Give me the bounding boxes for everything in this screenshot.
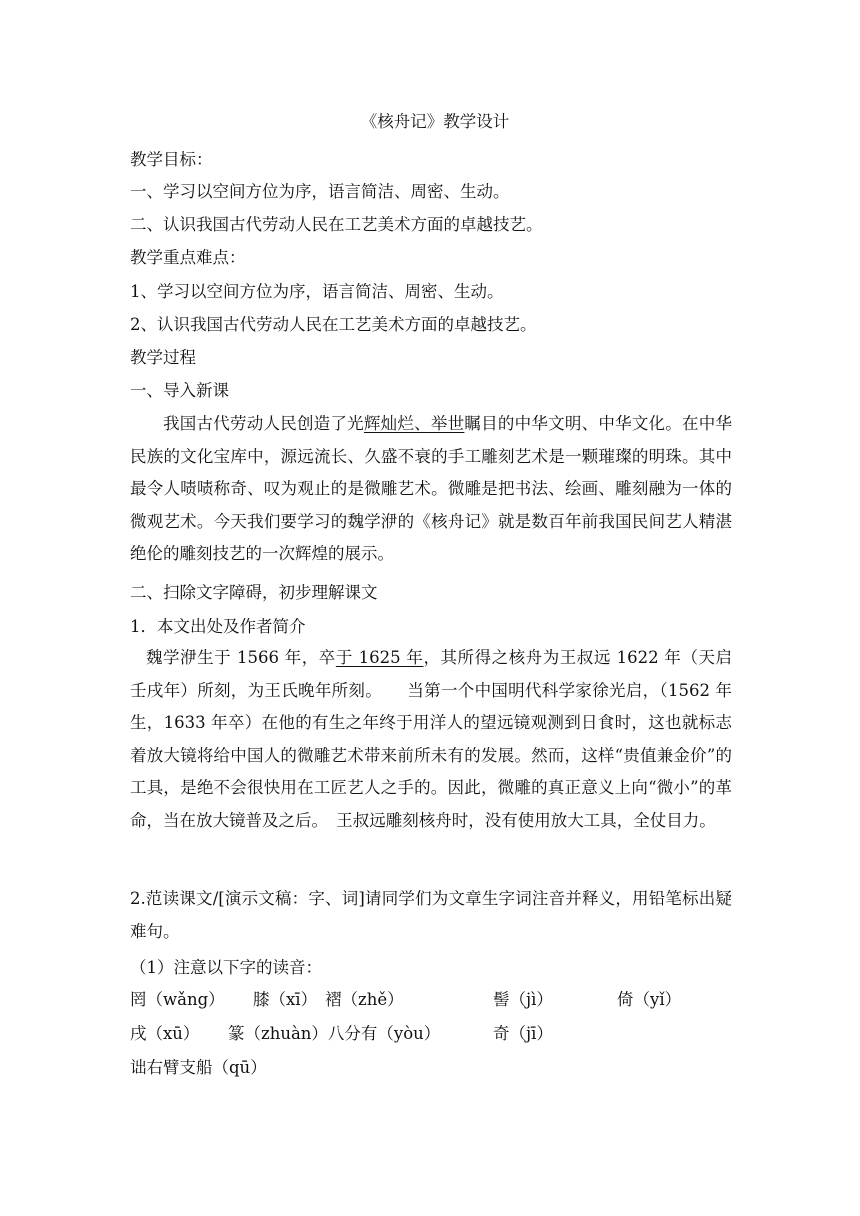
intro-text-a: 我国古代劳动人民创造了光 xyxy=(163,414,364,433)
goal-1: 一、学习以空间方位为序，语言简洁、周密、生动。 xyxy=(130,182,510,201)
sub-1-heading: 1．本文出处及作者简介 xyxy=(130,617,306,636)
sub-2-text: 2.范读课文/[演示文稿：字、词]请同学们为文章生字词注音并释义，用铅笔标出疑难句。 xyxy=(130,889,732,941)
pinyin-row-1 xyxy=(130,990,740,1010)
author-paragraph xyxy=(130,642,732,838)
key-points-heading: 教学重点难点： xyxy=(130,248,246,267)
step-1-heading: 一、导入新课 xyxy=(130,381,229,400)
author-underlined-text: 于 1625 年 xyxy=(335,648,424,667)
pinyin-item: 篆（zhuàn）八分有（yòu） xyxy=(228,1024,441,1043)
pinyin-item: 褶（zhě） xyxy=(325,990,404,1009)
process-heading: 教学过程 xyxy=(130,348,196,367)
pinyin-row-2 xyxy=(130,1024,740,1044)
sub-2-1-heading: （1）注意以下字的读音： xyxy=(130,958,322,977)
author-text-a: 魏学洢生于 1566 年，卒 xyxy=(146,648,336,667)
intro-text-b: 瞩目的中华文明、中华文化。在中华民族的文化宝库中，源远流长、久盛不衰的手工雕刻艺术是一颗璀璨的明珠。其中最令人啧啧称奇、叹为观止的是微雕艺术。微雕是把书法、绘画、雕刻融为一体的微观艺术。今天我们要学习的魏学洢的《核舟记》就是数百年前我国民间艺人精湛绝伦的雕刻技艺的一次辉煌的展示。 xyxy=(130,414,733,564)
pinyin-row-3: 诎右臂支船（qū） xyxy=(130,1058,267,1077)
goal-2: 二、认识我国古代劳动人民在工艺美术方面的卓越技艺。 xyxy=(130,215,543,234)
pinyin-item: 戌（xū） xyxy=(130,1024,200,1043)
pinyin-item: 膝（xī） xyxy=(253,990,318,1009)
pinyin-item: 奇（jī） xyxy=(493,1024,553,1043)
intro-paragraph xyxy=(130,408,732,571)
intro-underlined-text: 辉灿烂、举世 xyxy=(363,414,465,433)
pinyin-item: 倚（yǐ） xyxy=(617,990,682,1009)
pinyin-item: 髻（jì） xyxy=(493,990,553,1009)
pinyin-item: 罔（wǎng） xyxy=(130,990,225,1009)
goals-heading: 教学目标： xyxy=(130,150,213,169)
author-text-b: ，其所得之核舟为王叔远 1622 年（天启壬戌年）所刻，为王氏晚年所刻。 当第一个中国明代科学家徐光启，（1562 年生，1633 年卒）在他的有生之年终于用洋人的望远镜观测到日食时，这也就标志着放大镜将给中国人的微雕艺术带来前所未有的发展。然而，这样“贵值兼金价”的工具，是绝不会很快用在工匠艺人之手的。因此，微雕的真正意义上向“微小”的革命，当在放大镜普及之后。 王叔远雕刻核舟时，没有使用放大工具，全仗目力。 xyxy=(130,648,733,830)
key-point-1: 1、学习以空间方位为序，语言简洁、周密、生动。 xyxy=(130,282,504,301)
step-2-heading: 二、扫除文字障碍，初步理解课文 xyxy=(130,583,378,602)
document-title: 《核舟记》教学设计 xyxy=(360,112,510,131)
key-point-2: 2、认识我国古代劳动人民在工艺美术方面的卓越技艺。 xyxy=(130,315,537,334)
